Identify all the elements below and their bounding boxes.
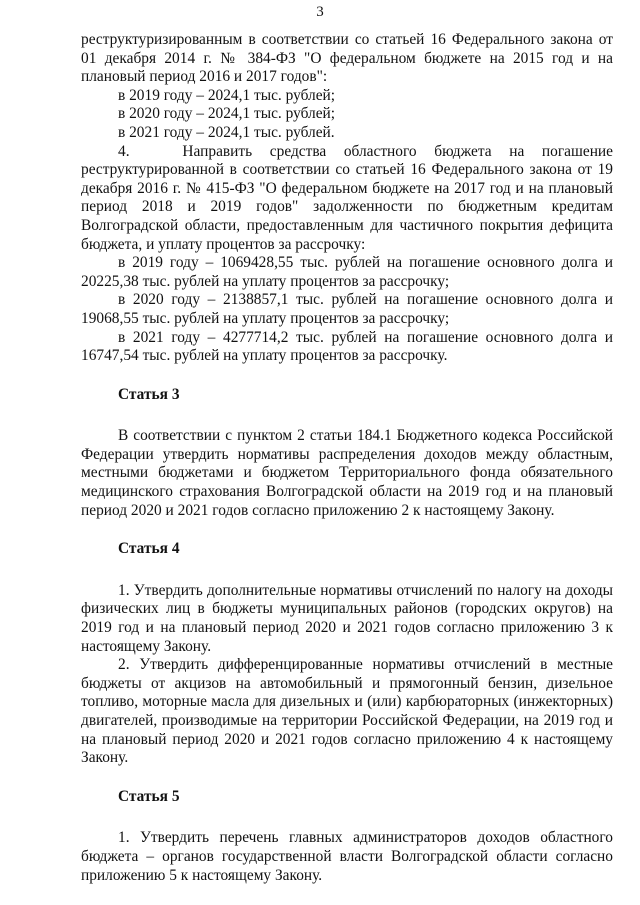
page-number: 3 xyxy=(316,4,324,20)
article-5-paragraph-1: 1. Утвердить перечень главных администраторов доходов областного бюджета – органов государственной власти Волгоградской области согласно приложению 5 к настоящему Закону. xyxy=(81,829,613,884)
list-item-2021: в 2021 году – 2024,1 тыс. рублей. xyxy=(118,123,335,141)
article-5-heading: Статья 5 xyxy=(118,787,180,805)
list-item-2020-repayment: в 2020 году – 2138857,1 тыс. рублей на погашение основного долга и 19068,55 тыс. рублей на уплату процентов за рассрочку; xyxy=(81,291,613,327)
article-3-paragraph: В соответствии с пунктом 2 статьи 184.1 Бюджетного кодекса Российской Федерации утвердить нормативы распределения доходов между областным, местными бюджетами и бюджетом Территориального фонда обязательного медицинского страхования Волгоградской области на 2019 год и на плановый период 2020 и 2021 годов согласно приложению 2 к настоящему Закону. xyxy=(81,427,613,519)
list-item-2019: в 2019 году – 2024,1 тыс. рублей; xyxy=(118,86,336,104)
list-item-2020: в 2020 году – 2024,1 тыс. рублей; xyxy=(118,105,336,123)
list-item-2019-repayment: в 2019 году – 1069428,55 тыс. рублей на погашение основного долга и 20225,38 тыс. рублей на уплату процентов за рассрочку; xyxy=(81,254,613,290)
article-4-paragraph-2: 2. Утвердить дифференцированные нормативы отчислений в местные бюджеты от акцизов на автомобильный и прямогонный бензин, дизельное топливо, моторные масла для дизельных и (или) карбюраторных (инжекторных) двигателей, производимые на территории Российской Федерации, на 2019 год и на плановый период 2020 и 2021 годов согласно приложению 4 к настоящему Закону. xyxy=(81,656,613,767)
paragraph-restructured-384fz: реструктуризированным в соответствии со статьей 16 Федерального закона от 01 декабря 2014 г. № 384-ФЗ "О федеральном бюджете на 2015 год и на плановый период 2016 и 2017 годов": xyxy=(81,31,613,86)
document-body xyxy=(81,31,613,885)
article-3-heading: Статья 3 xyxy=(118,385,180,403)
paragraph-item-4: 4. Направить средства областного бюджета на погашение реструктурированной в соответствии со статьей 16 Федерального закона от 19 декабря 2016 г. № 415-ФЗ "О федеральном бюджете на 2017 год и на плановый период 2018 и 2019 годов" задолженности по бюджетным кредитам Волгоградской области, предоставленным для частичного покрытия дефицита бюджета, и уплату процентов за рассрочку: xyxy=(81,142,613,253)
article-4-paragraph-1: 1. Утвердить дополнительные нормативы отчислений по налогу на доходы физических лиц в бюджеты муниципальных районов (городских округов) на 2019 год и на плановый период 2020 и 2021 годов согласно приложению 3 к настоящему Закону. xyxy=(81,581,613,655)
article-4-heading: Статья 4 xyxy=(118,540,180,558)
list-item-2021-repayment: в 2021 году – 4277714,2 тыс. рублей на погашение основного долга и 16747,54 тыс. рублей на уплату процентов за рассрочку. xyxy=(81,328,613,365)
